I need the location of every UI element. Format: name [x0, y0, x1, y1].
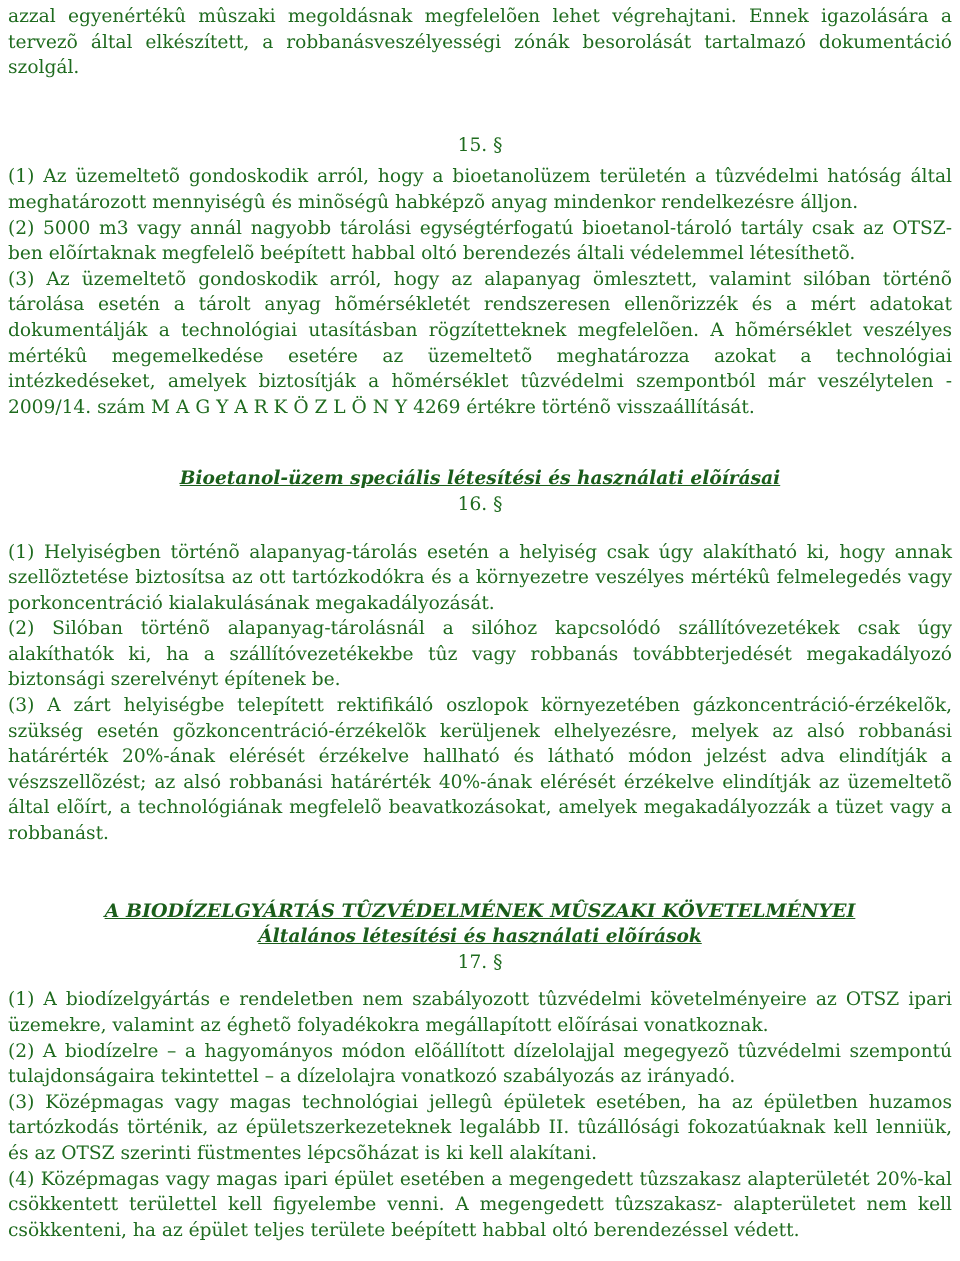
section-17-subheading: Általános létesítési és használati elõírások [258, 926, 702, 948]
section-17-para-1: (1) A biodízelgyártás e rendeletben nem szabályozott tûzvédelmi követelményeire az OTSZ ipari üzemekre, valamint az éghetõ folyadékokra megállapított elõírásai vonatkoznak. [8, 989, 952, 1036]
chapter-heading: A BIODÍZELGYÁRTÁS TÛZVÉDELMÉNEK MÛSZAKI KÖVETELMÉNYEI [104, 899, 856, 922]
section-16-para-1: (1) Helyiségben történõ alapanyag-tárolás esetén a helyiség csak úgy alakítható ki, hogy annak szellõztetése biztosítsa az ott tartózkodókra és a környezetre veszélyes mértékû felmelegedés vagy porkoncentráció kialakulásának megakadályozását. [8, 541, 952, 614]
section-15-para-3: (3) Az üzemeltetõ gondoskodik arról, hogy az alapanyag ömlesztett, valamint silóban történõ tárolása esetén a tárolt anyag hõmérsékletét rendszeresen ellenõrizzék és a mért adatokat dokumentálják a technológiai utasításban rögzítetteknek megfelelõen. A hõmérséklet veszélyes mértékû megemelkedése esetére az üzemeltetõ meghatározza azokat a technológiai intézkedéseket, amelyek biztosítják a hõmérséklet tûzvédelmi szempontból már veszélytelen - 2009/14. szám M A G Y A R K Ö Z L Ö N Y 4269 értékre történõ visszaállítását. [8, 268, 952, 418]
section-15-para-2: (2) 5000 m3 vagy annál nagyobb tárolási egységtérfogatú bioetanol-tároló tartály csak az OTSZ-ben elõírtaknak megfelelõ beépített habbal oltó berendezés általi védelemmel létesíthetõ. [8, 217, 952, 265]
section-17-number: 17. § [457, 951, 503, 973]
section-15-para-1: (1) Az üzemeltetõ gondoskodik arról, hogy a bioetanolüzem területén a tûzvédelmi hatóság által meghatározott mennyiségû és minõségû habképzõ anyag mindenkor rendelkezésre álljon. [8, 166, 952, 213]
intro-paragraph: azzal egyenértékû mûszaki megoldásnak megfelelõen lehet végrehajtani. Ennek igazolására a tervezõ által elkészített, a robbanásveszélyességi zónák besorolását tartalmazó dokumentáció szolgál. [8, 6, 952, 79]
section-17-para-2: (2) A biodízelre – a hagyományos módon elõállított dízelolajjal megegyezõ tûzvédelmi szempontú tulajdonságaira tekintettel – a dízelolajra vonatkozó szabályozás az irányadó. [8, 1040, 952, 1088]
section-16-heading: Bioetanol-üzem speciális létesítési és használati elõírásai [179, 468, 781, 490]
section-15-number: 15. § [457, 134, 503, 156]
section-16-para-2: (2) Silóban történõ alapanyag-tárolásnál a silóhoz kapcsolódó szállítóvezetékek csak úgy alakíthatók ki, ha a szállítóvezetékekbe tûz vagy robbanás továbbterjedését megakadályozó biztonsági szerelvényt építenek be. [8, 618, 952, 691]
section-16-para-3: (3) A zárt helyiségbe telepített rektifikáló oszlopok környezetében gázkoncentráció-érzékelõk, szükség esetén gõzkoncentráció-érzékelõk kerüljenek elhelyezésre, melyek az alsó robbanási határérték 20%-ának elérését érzékelve hallható és látható módon jelzést adva elindítják a vészszellõzést; az alsó robbanási határérték 40%-ának elérését érzékelve elindítják az üzemeltetõ által elõírt, a technológiának megfelelõ beavatkozásokat, amelyek megakadályozzák a tüzet vagy a robbanást. [8, 695, 952, 845]
section-17-para-3: (3) Középmagas vagy magas technológiai jellegû épületek esetében, ha az épületben huzamos tartózkodás történik, az épületszerkezeteknek legalább II. tûzállósági fokozatúaknak kell lenniük, és az OTSZ szerinti füstmentes lépcsõházat is ki kell alakítani. [8, 1091, 952, 1164]
section-16-number: 16. § [457, 493, 503, 515]
section-17-para-4: (4) Középmagas vagy magas ipari épület esetében a megengedett tûzszakasz alapterületét 20%-kal csökkentett területtel kell figyelembe venni. A megengedett tûzszakasz- alapterületet nem kell csökkenteni, ha az épület teljes területe beépített habbal oltó berendezéssel védett. [8, 1168, 952, 1241]
